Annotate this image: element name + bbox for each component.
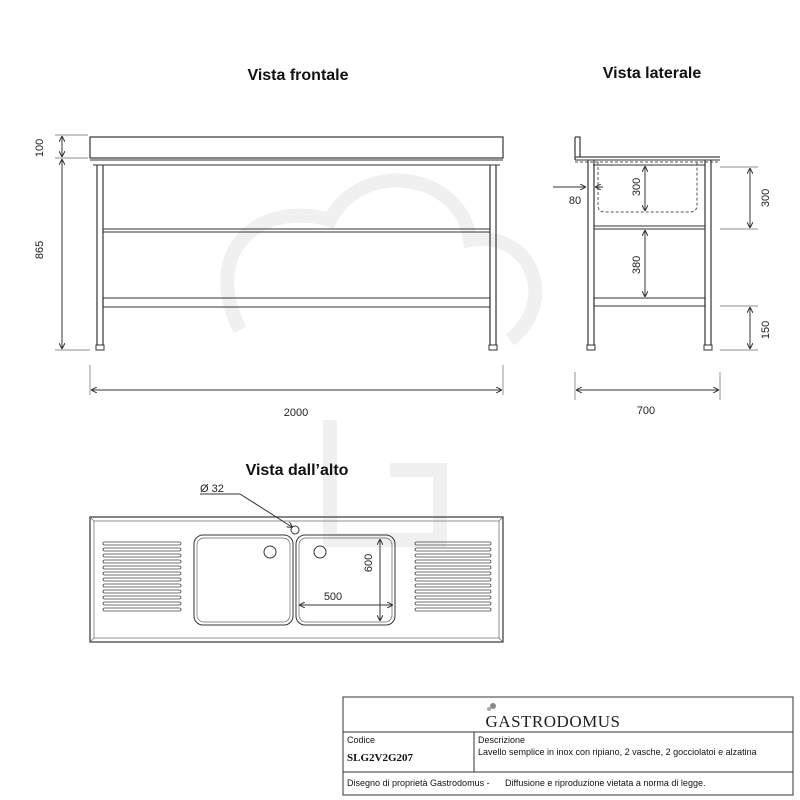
drain-groove [103,542,181,545]
drain-groove [103,578,181,581]
code-label: Codice [347,735,376,745]
side-view-title: Vista laterale [602,65,702,82]
drain-groove [415,608,491,611]
drain-groove [415,548,491,551]
drain-groove [103,584,181,587]
drain-groove [415,602,491,605]
top-view-title: Vista dall’alto [245,462,349,479]
dim-height-865: 865 [34,240,46,260]
drain-groove [103,590,181,593]
drain-groove [415,578,491,581]
dim-basin-inner-300: 300 [631,177,643,197]
drain-groove [415,560,491,563]
brand-icon [487,703,496,711]
dim-top-100: 100 [34,138,46,158]
drain-groove [103,596,181,599]
brand-logo-text: GASTRODOMUS [485,712,621,731]
side-view-drawing [553,137,758,400]
drain-groove [415,584,491,587]
dim-basin-right-300: 300 [760,188,772,208]
watermark-logo [227,181,535,540]
footer-ownership: Disegno di proprietà Gastrodomus - [347,778,490,788]
drain-groove [103,602,181,605]
footer-copyright: Diffusione e riproduzione vietata a norma di legge. [505,778,706,788]
front-view-drawing [55,135,503,395]
code-value: SLG2V2G207 [347,752,414,764]
dim-shelf-150: 150 [760,320,772,340]
drain-groove [103,560,181,563]
dim-width-500: 500 [323,591,343,603]
drain-groove [103,608,181,611]
description-value: Lavello semplice in inox con ripiano, 2 vasche, 2 gocciolatoi e alzatina [478,747,757,757]
drain-groove [415,554,491,557]
drain-groove [103,566,181,569]
dim-width-700: 700 [636,405,656,417]
dim-hole-32: Ø 32 [200,483,224,495]
drain-groove [103,554,181,557]
dim-middle-380: 380 [631,255,643,275]
drain-groove [103,548,181,551]
front-view-title: Vista frontale [247,67,349,84]
dim-depth-600: 600 [363,553,375,573]
drain-groove [103,572,181,575]
drain-groove [415,590,491,593]
drain-groove [415,566,491,569]
drainboard-left-grooves [103,542,181,611]
drainboard-right-grooves [415,542,491,611]
drain-groove [415,572,491,575]
dim-offset-80: 80 [568,195,582,207]
drain-groove [415,596,491,599]
description-label: Descrizione [478,735,526,745]
dim-width-2000: 2000 [283,407,309,419]
